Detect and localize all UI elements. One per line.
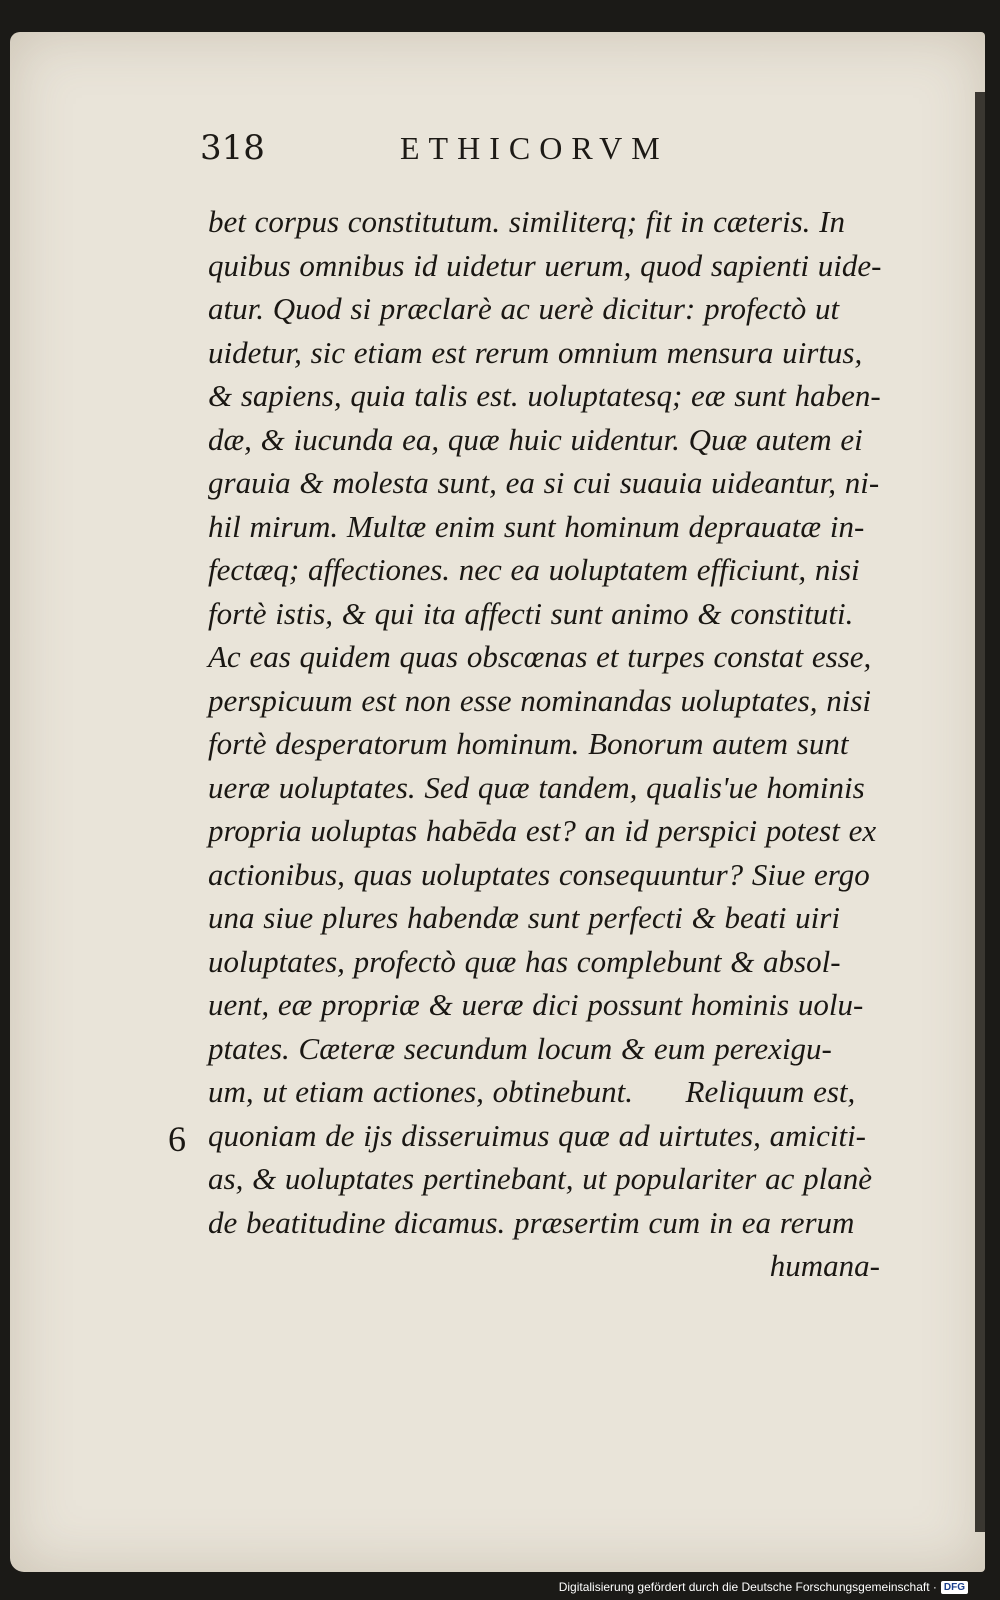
text-line: ueræ uoluptates. Sed quæ tandem, qualis'ue hominis xyxy=(208,769,865,805)
text-line: ptates. Cæteræ secundum locum & eum perexigu- xyxy=(208,1030,832,1066)
text-line: hil mirum. Multæ enim sunt hominum deprauatæ in- xyxy=(208,508,865,544)
page-number: 318 xyxy=(200,128,265,168)
text-line: Ac eas quidem quas obscœnas et turpes constat esse, xyxy=(208,639,872,674)
text-line: fectæq; affectiones. nec ea uoluptatem efficiunt, nisi xyxy=(208,552,860,587)
text-line: uent, eæ propriæ & ueræ dici possunt hominis uolu- xyxy=(208,987,864,1022)
text-line: & sapiens, quia talis est. uoluptatesq; eæ sunt haben- xyxy=(208,378,881,413)
text-line: bet corpus constitutum. similiterq; fit in cæteris. In xyxy=(208,204,846,239)
margin-note: 6 xyxy=(168,1119,186,1159)
dfg-logo: DFG xyxy=(941,1581,968,1594)
text-line: uoluptates, profectò quæ has complebunt & absol- xyxy=(208,943,841,979)
text-line: propria uoluptas habēda est? an id perspici potest ex xyxy=(208,813,877,848)
text-line: perspicuum est non esse nominandas uoluptates, nisi xyxy=(208,682,871,718)
page-edge-shadow xyxy=(975,92,985,1532)
text-line: fortè desperatorum hominum. Bonorum autem sunt xyxy=(208,726,849,761)
text-line: quibus omnibus id uidetur uerum, quod sapienti uide- xyxy=(208,247,882,283)
text-line: actionibus, quas uoluptates consequuntur? Siue ergo xyxy=(208,856,870,892)
page-header xyxy=(200,128,720,178)
credit-text: Digitalisierung gefördert durch die Deutsche Forschungsgemeinschaft · xyxy=(558,1580,937,1594)
text-line: quoniam de ijs disseruimus quæ ad uirtutes, amiciti- xyxy=(208,1117,866,1153)
text-line: de beatitudine dicamus. præsertim cum in ea rerum xyxy=(208,1204,855,1240)
body-text xyxy=(208,200,908,1288)
running-head: ETHICORVM xyxy=(400,130,669,166)
text-line: as, & uoluptates pertinebant, ut populariter ac planè xyxy=(208,1161,872,1196)
text-line: dæ, & iucunda ea, quæ huic uidentur. Quæ autem ei xyxy=(208,421,863,457)
text-line: grauia & molesta sunt, ea si cui suauia uideantur, ni- xyxy=(208,465,880,500)
catchword: humana- xyxy=(769,1248,880,1283)
text-line: fortè istis, & qui ita affecti sunt animo & constituti. xyxy=(208,595,854,631)
digitization-credit xyxy=(559,1580,968,1594)
text-line: um, ut etiam actiones, obtinebunt. Reliquum est, xyxy=(208,1074,856,1109)
text-line: uidetur, sic etiam est rerum omnium mensura uirtus, xyxy=(208,334,863,370)
text-line: atur. Quod si præclarè ac uerè dicitur: profectò ut xyxy=(208,291,840,326)
text-line: una siue plures habendæ sunt perfecti & beati uiri xyxy=(208,900,840,935)
